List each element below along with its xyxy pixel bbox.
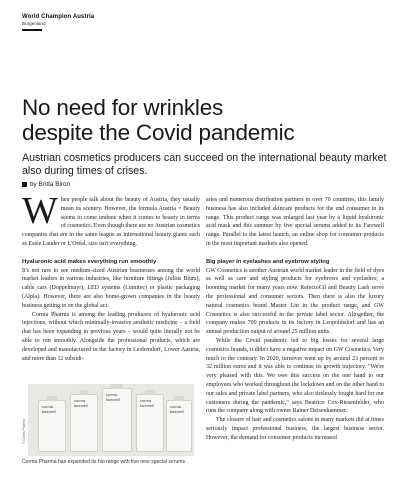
- paragraph: Corma Pharma is among the leading producers of hyaluronic acid injections, without which minimally-invasive aesthetic medicine – a field that has been expanding in previous years – would quite literally not be able to run smoothly. Alongside the professional products, which are developed and manufactured in the factory in Leobendorf, Lower Austria, and more than 12 subsidi-: [22, 311, 200, 362]
- section-title: World Champion Austria: [22, 14, 95, 20]
- subheading-eyelashes: Big player in eyelashes and eyebrow styling: [206, 258, 330, 265]
- headline-line-1: No need for wrinkles: [22, 95, 224, 120]
- headline-line-2: despite the Covid pandemic: [22, 119, 295, 145]
- paragraph: While the Covid pandemic led to big losses for several large cosmetics brands, it didn't have a negative impact on GW Cosmetics. Very much to the contrary. In 2020, turnover went up by around 23 percent to 32 million euros and it was able to continue its growth trajectory. "We're very pleased with this. We owe this success on the one hand to our employees who worked throughout the lockdown and on the other hand to our sales and private label partners, who also tirelessly fought hard for our customers during the pandemic," says Beatrice Cox-Riesenfelder, who runs the company along with owner Rainer Deisenhammer.: [206, 337, 384, 415]
- serum-bottle: corma farewell: [70, 394, 98, 452]
- photo-caption: Corma Pharma has expanded its hlo range with five new special serums.: [22, 459, 187, 465]
- header-rule: [22, 29, 42, 31]
- subheading-hyaluronic: Hyaluronic acid makes everything run smoothly: [22, 258, 157, 265]
- drop-cap: W: [22, 190, 58, 232]
- serum-bottle: corma farewell: [136, 394, 164, 452]
- serum-bottle: corma farewell: [102, 388, 132, 452]
- section-subtitle: Burgenland: [22, 21, 46, 26]
- paragraph: GW Cosmetics is another Austrian world market leader in the field of dyes as well as care and styling products for eyebrows and eyelashes; a booming market for many years now. RefectoCil and Beauty Lash serve the professional and consumer sectors. Then there is also the luxury natural cosmetics brand Master Lin in the product range, and GW Cosmetics is also successful in the private label sector. Altogether, the company makes 700 products in its factory in Leopoldsdorf and has an annual production output of around 25 million units.: [206, 267, 384, 336]
- paragraph: aries and numerous distribution partners in over 70 countries, this family business has also included skincare products for the end consumer in its range. This product range was enlarged last year by a liquid hyaluronic acid mask and this summer by five special serums added to its Farewell range. Parallel to the latest launch, an online shop for consumer products in the most important markets also opened.: [206, 197, 384, 247]
- subheadline: Austrian cosmetics producers can succeed on the international beauty market also during times of crises.: [22, 152, 387, 177]
- headline: [22, 96, 392, 145]
- article-column-1: [22, 190, 200, 363]
- byline-square-icon: [22, 182, 27, 187]
- paragraph: It's not rare to see medium-sized Austrian businesses among the world market leaders in various industries, like furniture fittings (Julius Blum), cable cars (Doppelmayr), LED systems (Lumitec) or plastic packaging (Alpla). However, there are also home-grown companies in the beauty business getting in on the global act.: [22, 267, 200, 309]
- paragraph: The closure of hair and cosmetics salons in many markets did at times seriously impact professional business, the largest business sector. However, the demand for consumer products increased: [206, 417, 384, 441]
- photo-credit: © Corma Pharma: [22, 419, 26, 444]
- serum-bottle: corma farewell: [166, 400, 192, 452]
- article-column-2: [206, 196, 384, 443]
- serum-bottle: corma farewell: [38, 400, 66, 452]
- section-header: [22, 14, 94, 31]
- product-photo: [28, 384, 194, 456]
- lead-text: hen people talk about the beauty of Austria, they usually mean its scenery. However, the formula Austria = Beauty seems to come undone when it comes to beauty in terms of cosmetics. Even though there are no Austrian cosmetics companies that are in the same league as international beauty giants such as Estée Lauder or L'Oréal, size isn't everything.: [22, 197, 200, 247]
- byline: [22, 181, 70, 188]
- byline-text: by Britta Biron: [30, 181, 71, 188]
- lead-paragraph: [22, 190, 200, 249]
